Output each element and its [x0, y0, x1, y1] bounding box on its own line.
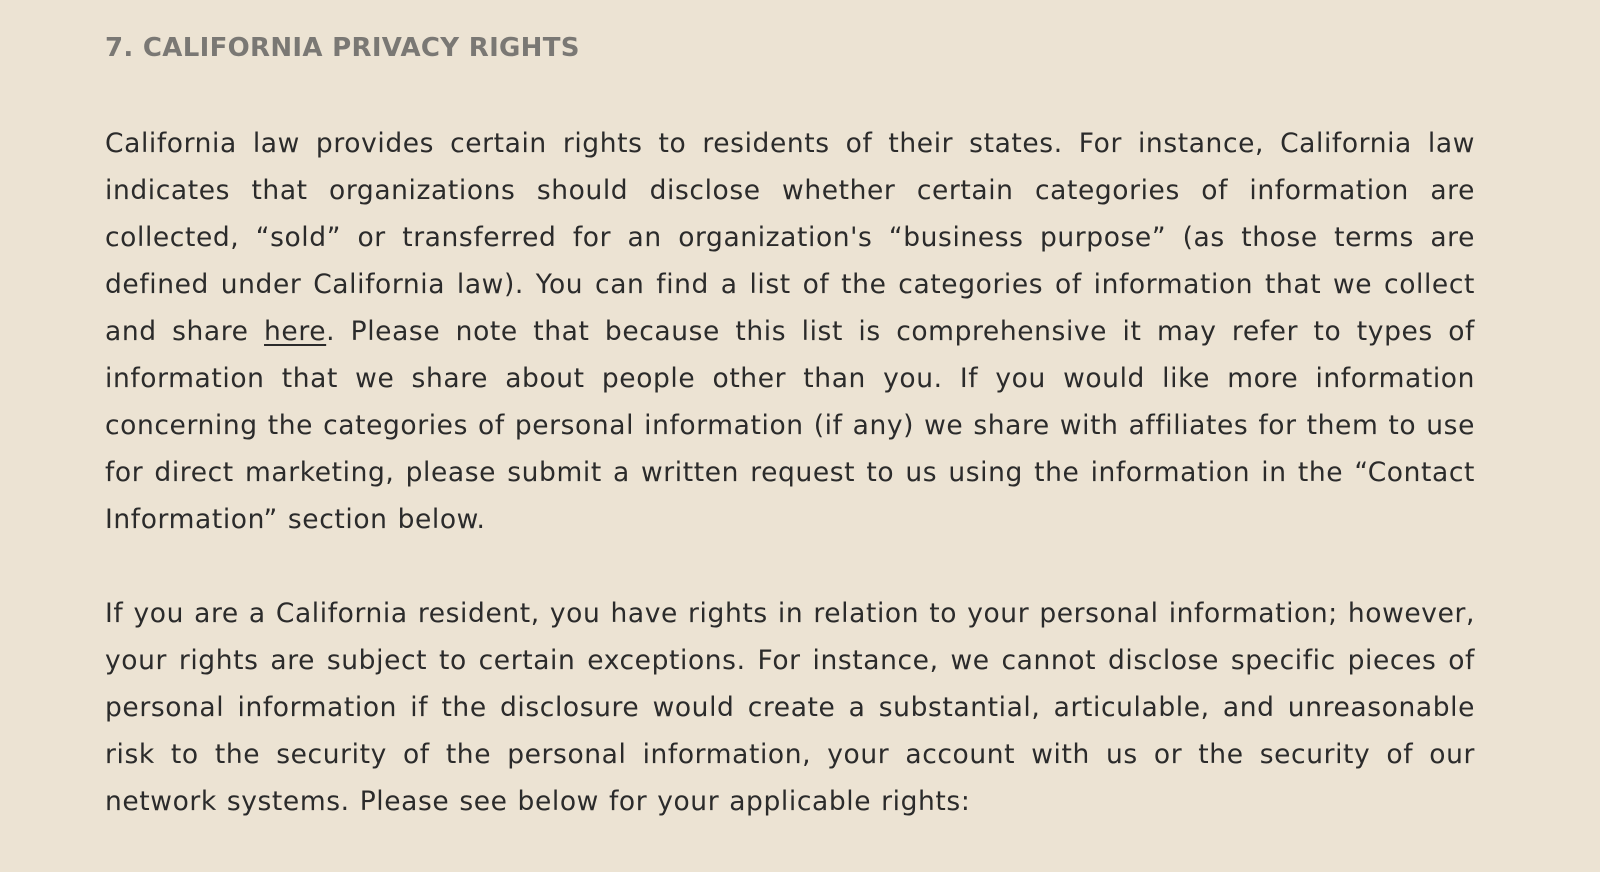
privacy-policy-content — [105, 30, 1475, 872]
section-title: 7. CALIFORNIA PRIVACY RIGHTS — [105, 33, 580, 63]
categories-list-link[interactable]: here — [264, 316, 327, 347]
paragraph-text-before-link: California law provides certain rights to residents of their states. For instance, California law indicates that organizations should disclose whether certain categories of information are collected, “sold” or transferred for an organization's “business purpose” (as those terms are defined under California law). You can find a list of the categories of information that we collect and share — [105, 128, 1475, 347]
paragraph-text-after-link: . Please note that because this list is comprehensive it may refer to types of information that we share about people other than you. If you would like more information concerning the categories of personal information (if any) we share with affiliates for them to use for direct marketing, please submit a written request to us using the information in the “Contact Information” section below. — [105, 316, 1475, 535]
paragraph-resident-rights: If you are a California resident, you have rights in relation to your personal information; however, your rights are subject to certain exceptions. For instance, we cannot disclose specific pieces of personal information if the disclosure would create a substantial, articulable, and unreasonable risk to the security of the personal information, your account with us or the security of our network systems. Please see below for your applicable rights: — [105, 598, 1475, 817]
paragraph-disclosure-rights — [105, 120, 1475, 543]
